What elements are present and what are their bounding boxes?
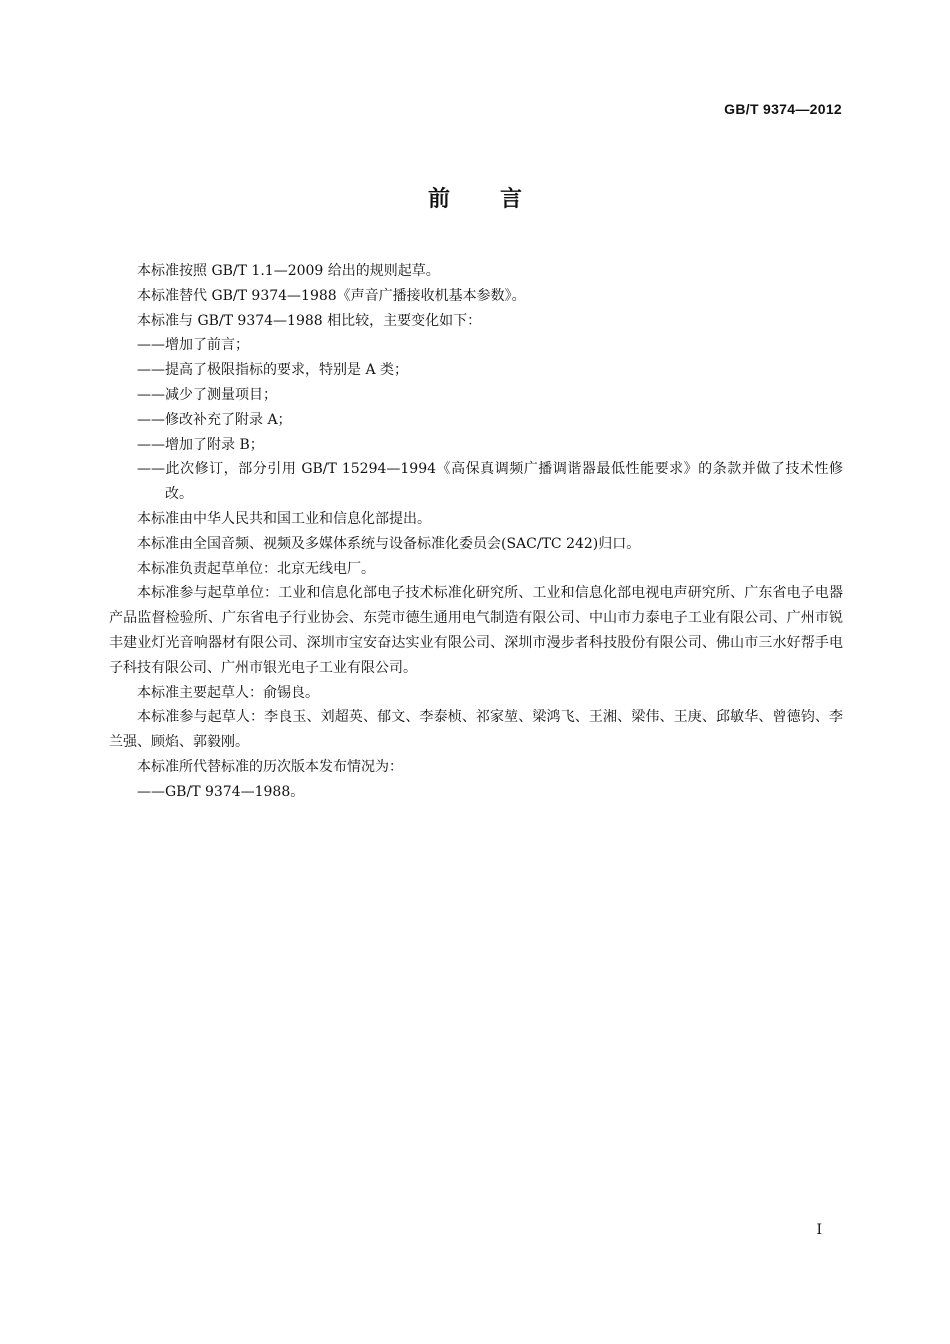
paragraph-drafting-unit: 本标准负责起草单位：北京无线电厂。 xyxy=(137,560,375,577)
paragraph-participating-units: 本标准参与起草单位：工业和信息化部电子技术标准化研究所、工业和信息化部电视电声研究所、广东省电子电器产品监督检验所、广东省电子行业协会、东莞市德生通用电气制造有限公司、中山市力泰电子工业有限公司、广州市锐丰建业灯光音响器材有限公司、深圳市宝安奋达实业有限公司、深圳市漫步者科技股份有限公司、佛山市三水好帮手电子科技有限公司、广州市银光电子工业有限公司。 xyxy=(109,585,843,676)
paragraph-centralized-by: 本标准由全国音频、视频及多媒体系统与设备标准化委员会(SAC/TC 242)归口。 xyxy=(137,535,641,552)
paragraph-participating-drafters: 本标准参与起草人：李良玉、刘超英、郁文、李泰桢、祁家堃、梁鸿飞、王湘、梁伟、王庚、邱敏华、曾德钧、李兰强、顾焰、郭毅刚。 xyxy=(109,709,843,751)
paragraph-main-drafter: 本标准主要起草人：俞锡良。 xyxy=(137,684,319,701)
change-item: ——减少了测量项目； xyxy=(137,386,277,403)
foreword-body xyxy=(109,259,843,805)
paragraph-changes-intro: 本标准与 GB/T 9374—1988 相比较，主要变化如下： xyxy=(137,312,482,329)
change-item: ——增加了附录 B； xyxy=(137,436,264,453)
change-item: ——此次修订，部分引用 GB/T 15294—1994《高保真调频广播调谐器最低性能要求》的条款并做了技术性修改。 xyxy=(137,461,843,503)
paragraph-replaces: 本标准替代 GB/T 9374—1988《声音广播接收机基本参数》。 xyxy=(137,287,526,304)
change-item: ——提高了极限指标的要求，特别是 A 类； xyxy=(137,362,409,379)
paragraph-drafting-rules: 本标准按照 GB/T 1.1—2009 给出的规则起草。 xyxy=(137,263,440,279)
paragraph-proposed-by: 本标准由中华人民共和国工业和信息化部提出。 xyxy=(137,510,431,527)
standard-number: GB/T 9374—2012 xyxy=(724,101,842,117)
paragraph-history-intro: 本标准所代替标准的历次版本发布情况为： xyxy=(137,758,403,775)
change-item: ——增加了前言； xyxy=(137,337,249,354)
page-title: 前言 xyxy=(427,187,572,212)
change-item: ——修改补充了附录 A； xyxy=(137,411,292,428)
page-number: I xyxy=(816,1222,822,1238)
history-item: ——GB/T 9374—1988。 xyxy=(137,783,305,800)
